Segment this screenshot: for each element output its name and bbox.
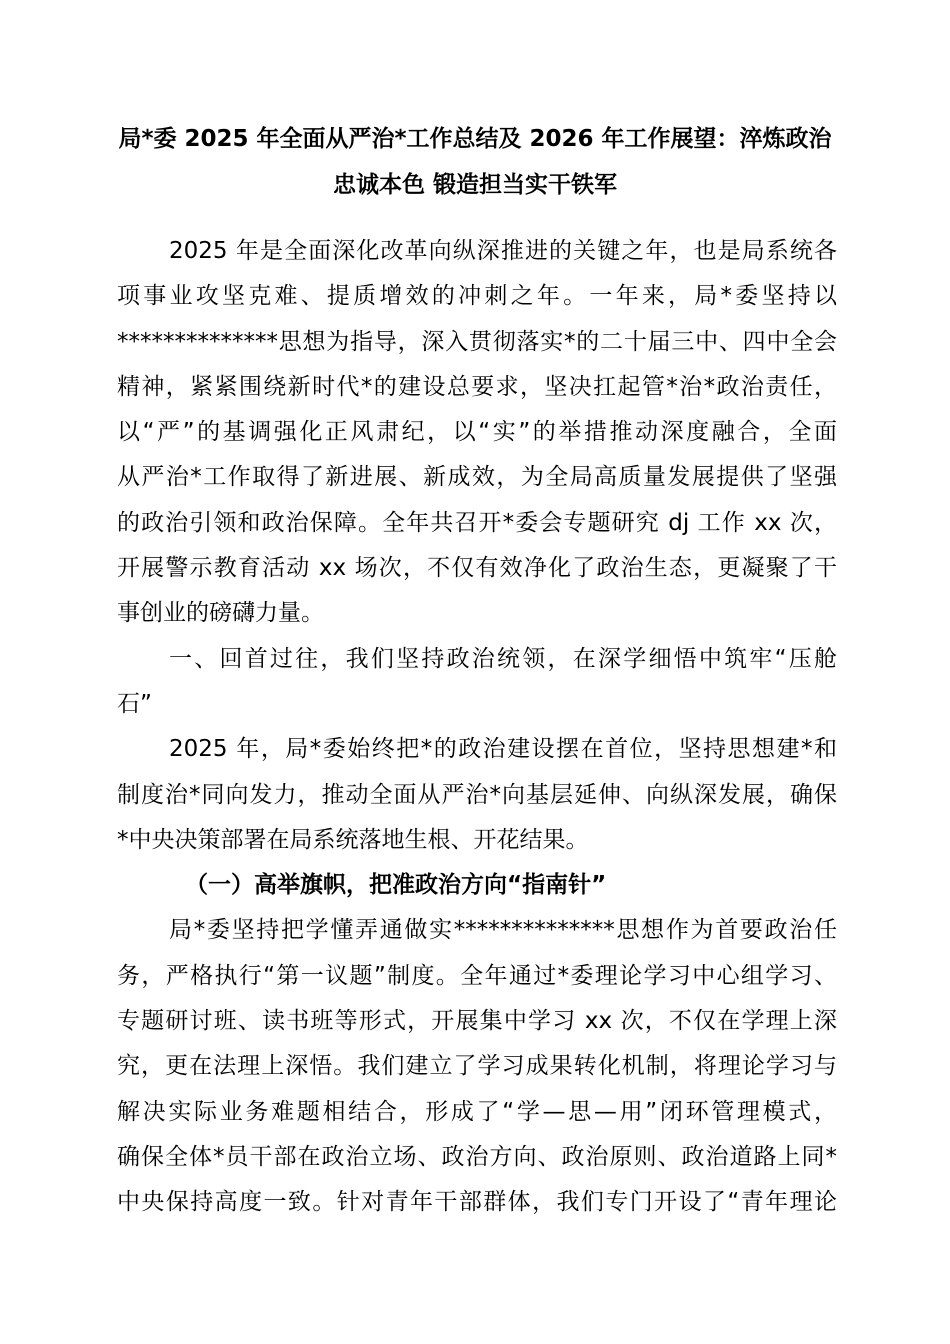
text-line: 中央保持高度一致。针对青年干部群体，我们专门开设了“青年理论	[117, 1189, 837, 1216]
text-line: 2025 年，局*委始终把*的政治建设摆在首位，坚持思想建*和	[169, 736, 837, 763]
text-line: 从严治*工作取得了新进展、新成效，为全局高质量发展提供了坚强	[117, 464, 837, 491]
text-line: 确保全体*员干部在政治立场、政治方向、政治原则、政治道路上同*	[117, 1143, 837, 1170]
text-line: 石”	[117, 690, 152, 717]
title-line-2: 忠诚本色 锻造担当实干铁军	[332, 172, 617, 198]
text-line: 项事业攻坚克难、提质增效的冲刺之年。一年来，局*委坚持以	[117, 283, 837, 310]
text-line: 究，更在法理上深悟。我们建立了学习成果转化机制，将理论学习与	[117, 1053, 837, 1080]
text-line: 的政治引领和政治保障。全年共召开*委会专题研究 dj 工作 xx 次，	[117, 509, 837, 536]
paragraph-intro	[117, 229, 837, 637]
paragraph-subsection-1-1	[117, 908, 837, 1225]
text-line: 解决实际业务难题相结合，形成了“学—思—用”闭环管理模式，	[117, 1098, 837, 1125]
text-line: （一）高举旗帜，把准政治方向“指南针”	[185, 872, 607, 899]
title-line-1: 局*委 2025 年全面从严治*工作总结及 2026 年工作展望：淬炼政治	[118, 126, 832, 152]
document-body	[117, 229, 837, 1226]
text-line: 精神，紧紧围绕新时代*的建设总要求，坚决扛起管*治*政治责任，	[117, 373, 837, 400]
text-line: 一、回首过往，我们坚持政治统领，在深学细悟中筑牢“压舱	[169, 645, 837, 672]
text-line: 局*委坚持把学懂弄通做实**************思想作为首要政治任	[169, 917, 837, 944]
text-line: 开展警示教育活动 xx 场次，不仅有效净化了政治生态，更凝聚了干	[117, 555, 837, 582]
text-line: **************思想为指导，深入贯彻落实*的二十届三中、四中全会	[117, 328, 837, 355]
text-line: 务，严格执行“第一议题”制度。全年通过*委理论学习中心组学习、	[117, 962, 837, 989]
text-line: *中央决策部署在局系统落地生根、开花结果。	[117, 826, 589, 853]
text-line: 制度治*同向发力，推动全面从严治*向基层延伸、向纵深发展，确保	[117, 781, 837, 808]
text-line: 事创业的磅礴力量。	[117, 600, 324, 627]
text-line: 2025 年是全面深化改革向纵深推进的关键之年，也是局系统各	[169, 238, 837, 264]
text-line: 以“严”的基调强化正风肃纪，以“实”的举措推动深度融合，全面	[117, 419, 837, 446]
text-line: 专题研讨班、读书班等形式，开展集中学习 xx 次，不仅在学理上深	[117, 1008, 837, 1035]
section-heading-1	[117, 637, 837, 728]
paragraph-section-1	[117, 727, 837, 863]
document-title	[100, 116, 850, 208]
subsection-heading-1-1	[117, 863, 837, 908]
